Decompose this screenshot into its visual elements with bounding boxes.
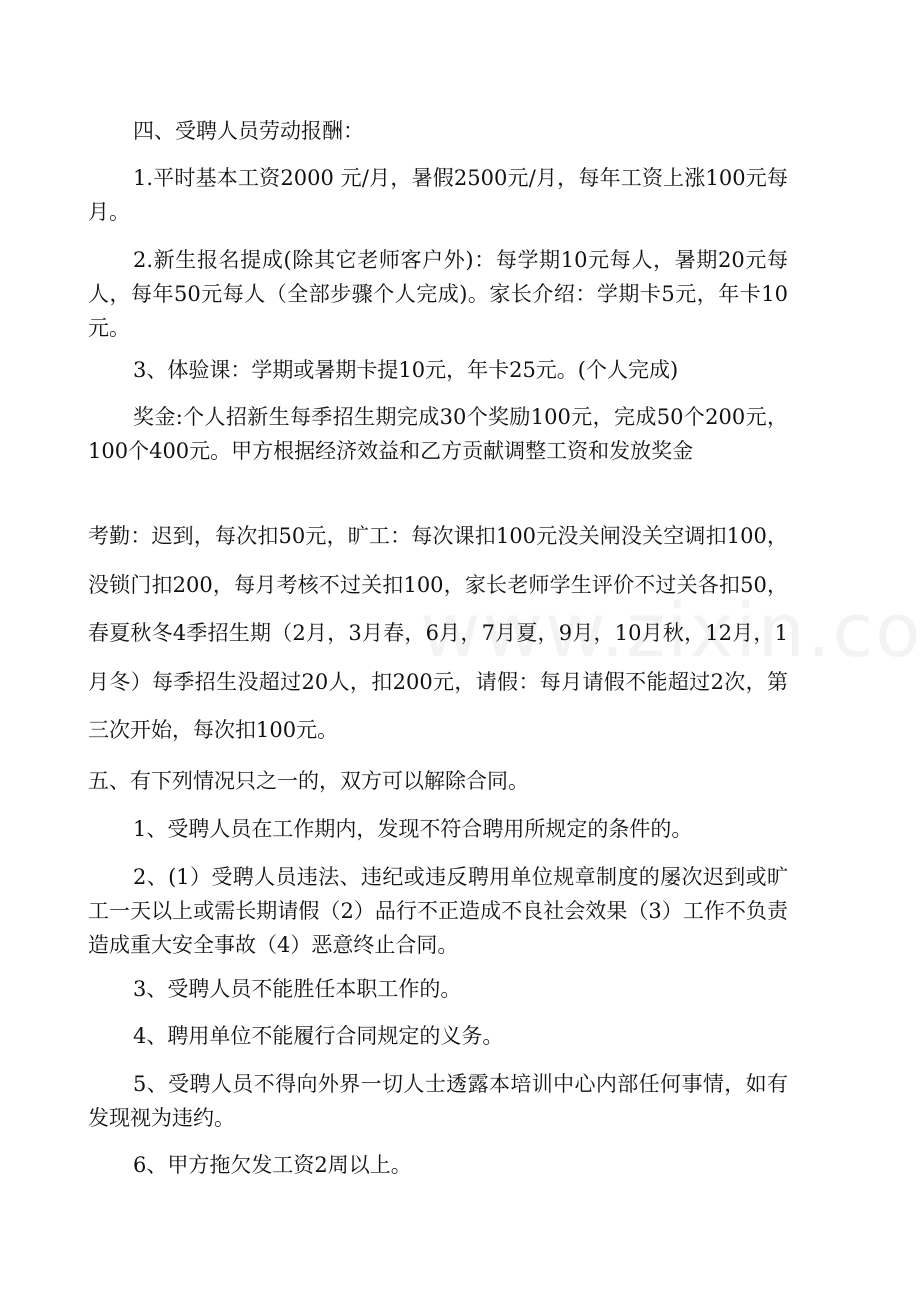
section-heading-remuneration: 四、受聘人员劳动报酬： xyxy=(133,119,364,143)
list-item-termination-1: 1、受聘人员在工作期内，发现不符合聘用所规定的条件的。 xyxy=(133,817,693,841)
list-item-termination-6: 6、甲方拖欠发工资2周以上。 xyxy=(133,1153,412,1177)
paragraph-base-salary: 1.平时基本工资2000 元/月，暑假2500元/月，每年工资上涨100元每月。 xyxy=(88,166,788,224)
list-item-termination-4: 4、聘用单位不能履行合同规定的义务。 xyxy=(133,1024,504,1048)
list-item-termination-3: 3、受聘人员不能胜任本职工作的。 xyxy=(133,977,462,1001)
list-item-termination-2: 2、(1）受聘人员违法、违纪或违反聘用单位规章制度的屡次迟到或旷工一天以上或需长期请假（2）品行不正造成不良社会效果（3）工作不负责造成重大安全事故（4）恶意终止合同。 xyxy=(88,865,788,957)
paragraph-enrollment-commission: 2.新生报名提成(除其它老师客户外)：每学期10元每人，暑期20元每人，每年50元每人（全部步骤个人完成)。家长介绍：学期卡5元，年卡10元。 xyxy=(88,248,788,340)
paragraph-bonus: 奖金:个人招新生每季招生期完成30个奖励100元，完成50个200元，100个400元。甲方根据经济效益和乙方贡献调整工资和发放奖金 xyxy=(88,405,788,463)
paragraph-trial-class: 3、体验课：学期或暑期卡提10元，年卡25元。(个人完成) xyxy=(133,358,679,382)
paragraph-attendance: 考勤：迟到，每次扣50元，旷工：每次课扣100元没关闸没关空调扣100，没锁门扣200，每月考核不过关扣100，家长老师学生评价不过关各扣50，春夏秋冬4季招生期（2月，3月春，6月，7月夏，9月，10月秋，12月，1月冬）每季招生没超过20人，扣200元，请假：每月请假不能超过2次，第三次开始，每次扣100元。 xyxy=(88,524,788,742)
list-item-termination-5: 5、受聘人员不得向外界一切人士透露本培训中心内部任何事情，如有发现视为违约。 xyxy=(88,1072,788,1130)
section-heading-termination: 五、有下列情况只之一的，双方可以解除合同。 xyxy=(88,769,529,793)
